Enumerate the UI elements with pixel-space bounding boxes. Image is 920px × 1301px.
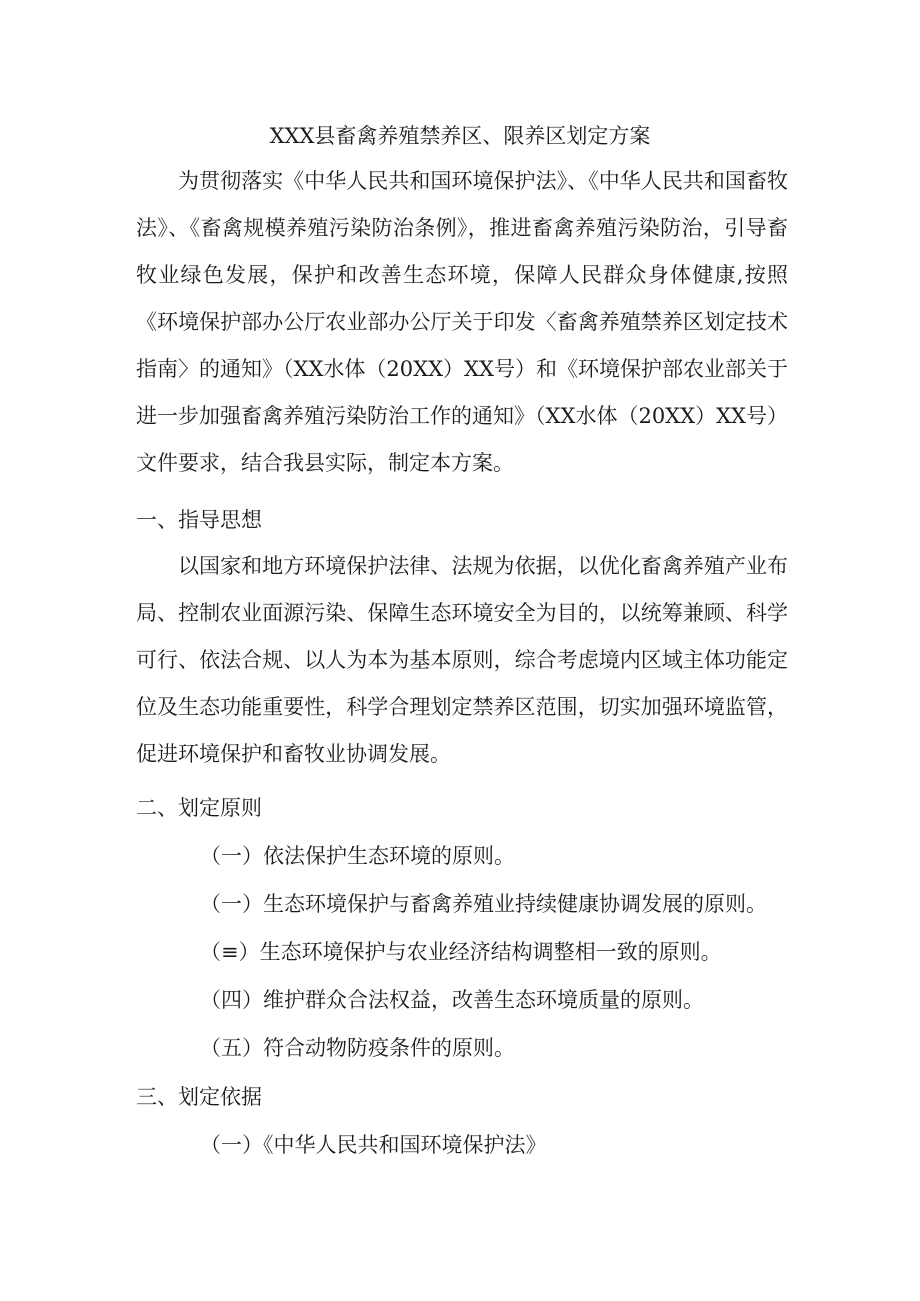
document-title: XXX县畜禽养殖禁养区、限养区划定方案 [269, 124, 651, 148]
section-heading-basis: 三、划定依据 [136, 1085, 262, 1109]
section-heading-guiding-ideology: 一、指导思想 [136, 508, 262, 532]
basis-item: （一）《中华人民共和国环境保护法》 [200, 1133, 547, 1157]
section-heading-principles: 二、划定原则 [136, 796, 262, 820]
guiding-ideology-paragraph: 以国家和地方环境保护法律、法规为依据，以优化畜禽养殖产业布局、控制农业面源污染、保障生态环境安全为目的，以统筹兼顾、科学可行、依法合规、以人为本为基本原则，综合考虑境内区域主体功能定位及生态功能重要性，科学合理划定禁养区范围，切实加强环境监管，促进环境保护和畜牧业协调发展。 [136, 554, 788, 766]
principle-item: （五）符合动物防疫条件的原则。 [200, 1036, 515, 1060]
principle-item: （一）依法保护生态环境的原则。 [200, 844, 515, 868]
principle-item: （≡）生态环境保护与农业经济结构调整相一致的原则。 [200, 940, 722, 964]
principle-item: （一）生态环境保护与畜禽养殖业持续健康协调发展的原则。 [200, 892, 767, 916]
intro-paragraph: 为贯彻落实《中华人民共和国环境保护法》、《中华人民共和国畜牧法》、《畜禽规模养殖污染防治条例》，推进畜禽养殖污染防治，引导畜牧业绿色发展，保护和改善生态环境，保障人民群众身体健康,按照《环境保护部办公厅农业部办公厅关于印发〈畜禽养殖禁养区划定技术指南〉的通知》（XX水体（20XX）XX号）和《环境保护部农业部关于进一步加强畜禽养殖污染防治工作的通知》（XX水体（20XX）XX号）文件要求，结合我县实际，制定本方案。 [136, 169, 788, 475]
principle-item: （四）维护群众合法权益，改善生态环境质量的原则。 [200, 988, 704, 1012]
